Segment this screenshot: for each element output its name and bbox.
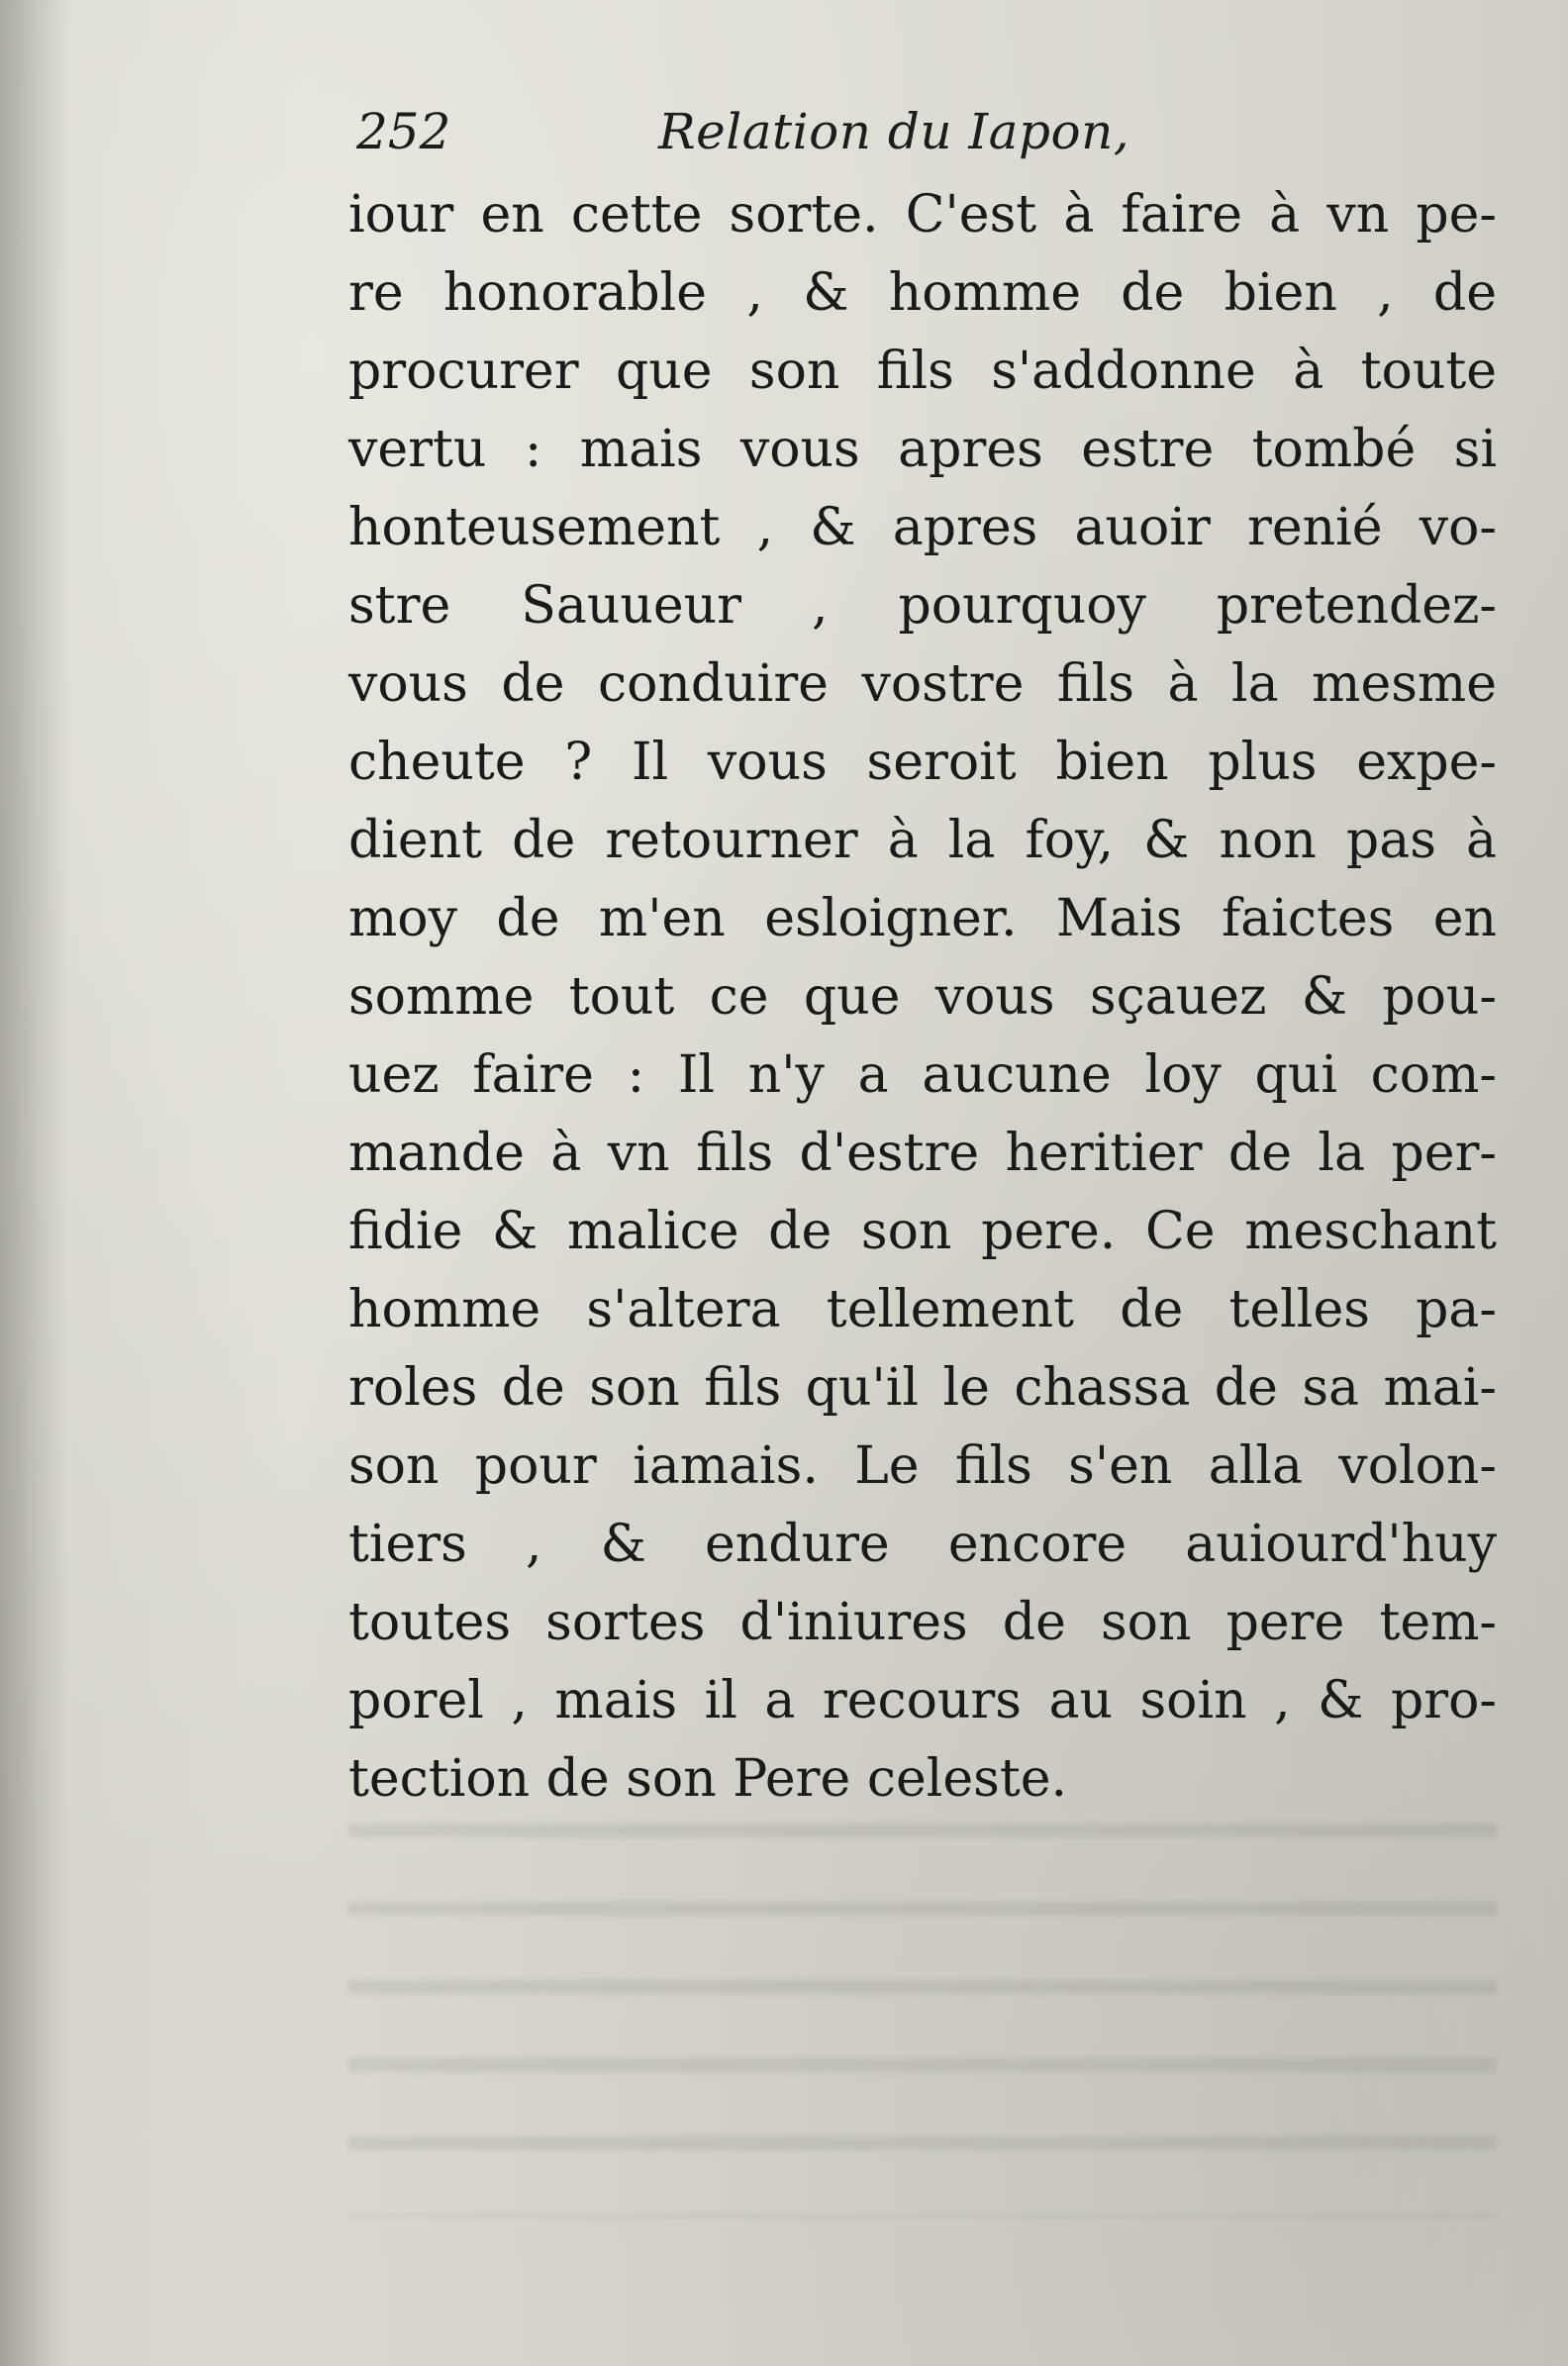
text-line: re honorable , & homme de bien , de [348,263,1497,323]
body-text [348,176,1497,1819]
text-line: somme tout ce que vous sçauez & pou- [348,967,1497,1027]
text-line: vertu : mais vous apres estre tombé si [348,420,1497,479]
text-line: tiers , & endure encore auiourd'huy [348,1515,1497,1574]
text-line: son pour iamais. Le fils s'en alla volon- [348,1436,1497,1496]
text-line: uez faire : Il n'y a aucune loy qui com- [348,1045,1497,1105]
text-line: toutes sortes d'iniures de son pere tem- [348,1593,1497,1652]
text-line: cheute ? Il vous seroit bien plus expe- [348,733,1497,792]
text-line: dient de retourner à la foy, & non pas à [348,811,1497,870]
running-head: Relation du Iapon, [658,103,1130,160]
text-line: homme s'altera tellement de telles pa- [348,1280,1497,1339]
text-line: fidie & malice de son pere. Ce meschant [348,1202,1497,1261]
page-number: 252 [356,103,451,160]
text-line: moy de m'en esloigner. Mais faictes en [348,889,1497,948]
text-line: iour en cette sorte. C'est à faire à vn pe- [348,185,1497,245]
text-line: stre Sauueur , pourquoy pretendez- [348,576,1497,636]
text-line: porel , mais il a recours au soin , & pro- [348,1671,1497,1730]
text-line: vous de conduire vostre fils à la mesme [348,654,1497,714]
text-line: mande à vn fils d'estre heritier de la per- [348,1124,1497,1183]
show-through-bleed [348,1772,1497,2218]
text-line: tection de son Pere celeste. [348,1749,1068,1809]
page-header [356,97,1505,166]
text-line: honteusement , & apres auoir renié vo- [348,498,1497,557]
text-line: procurer que son fils s'addonne à toute [348,342,1497,401]
text-line: roles de son fils qu'il le chassa de sa mai- [348,1358,1497,1418]
gutter-shadow [0,0,69,2366]
